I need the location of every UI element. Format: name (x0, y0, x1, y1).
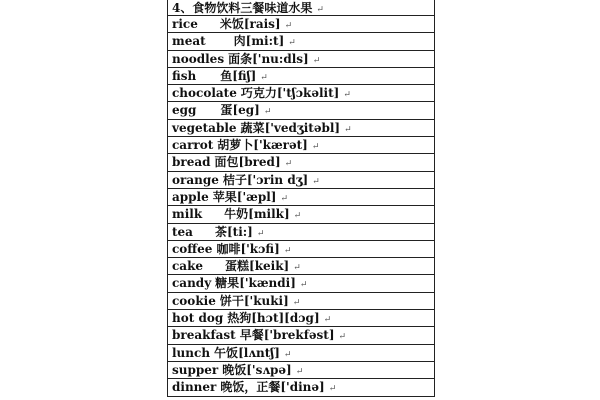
paragraph-mark-icon: ↵ (283, 245, 292, 256)
english-word: noodles (172, 51, 225, 66)
chinese-meaning: 蛋糕 (225, 259, 250, 274)
chinese-meaning: 米饭 (219, 17, 244, 31)
paragraph-mark-icon: ↵ (293, 263, 301, 274)
phonetic-transcription: ['dinə] (280, 380, 325, 395)
english-word: chocolate (172, 86, 237, 101)
english-word: rice (172, 17, 198, 31)
chinese-meaning: 饼干 (219, 293, 244, 308)
paragraph-mark-icon: ↵ (323, 315, 332, 326)
paragraph-mark-icon: ↵ (312, 55, 321, 66)
phonetic-transcription: ['nu:dls] (252, 51, 309, 66)
chinese-meaning: 肉 (233, 34, 246, 49)
section-title: 4、食物饮料三餐味道水果 (172, 1, 313, 15)
english-word: dinner (172, 380, 217, 395)
phonetic-transcription: ['brekfəst] (263, 328, 335, 343)
english-word: vegetable (172, 120, 237, 135)
chinese-meaning: 晚饭，正餐 (220, 380, 281, 395)
paragraph-mark-icon: ↵ (344, 124, 352, 135)
paragraph-mark-icon: ↵ (260, 72, 268, 83)
phonetic-transcription: ['kɔfi] (240, 241, 280, 256)
table-row (168, 379, 434, 396)
english-word: coffee (172, 241, 213, 256)
chinese-meaning: 巧克力 (240, 86, 277, 101)
chinese-meaning: 茶 (214, 224, 227, 239)
phonetic-transcription: ['æpl] (236, 189, 277, 204)
english-word: fish (172, 68, 197, 83)
chinese-meaning: 糖果 (215, 276, 240, 291)
english-word: tea (172, 224, 193, 239)
paragraph-mark-icon: ↵ (312, 176, 320, 187)
english-word: milk (172, 207, 203, 222)
table-row (168, 120, 434, 137)
chinese-meaning: 咖啡 (216, 241, 241, 256)
phonetic-transcription: [mi:t] (245, 34, 285, 49)
phonetic-transcription: ['kærət] (253, 138, 308, 153)
table-row (168, 16, 434, 33)
paragraph-mark-icon: ↵ (316, 5, 324, 15)
english-word: lunch (172, 345, 211, 360)
table-row (168, 258, 434, 275)
table-row (168, 102, 434, 119)
table-row (168, 51, 434, 68)
english-word: cookie (172, 293, 216, 308)
chinese-meaning: 晚饭 (222, 362, 247, 377)
english-word: carrot (172, 138, 214, 153)
chinese-meaning: 热狗 (227, 311, 252, 326)
chinese-meaning: 午饭 (214, 345, 239, 360)
table-row (168, 224, 434, 241)
chinese-meaning: 面包 (214, 155, 239, 170)
table-row (168, 362, 434, 379)
paragraph-mark-icon: ↵ (283, 349, 292, 360)
english-word: meat (172, 34, 206, 49)
table-row (168, 172, 434, 189)
phonetic-transcription: ['kændi] (239, 276, 296, 291)
phonetic-transcription: [eg] (232, 103, 260, 118)
table-row (168, 189, 434, 206)
phonetic-transcription: [rais] (243, 17, 281, 31)
phonetic-transcription: ['tʃɔkəlit] (276, 86, 340, 101)
paragraph-mark-icon: ↵ (284, 21, 293, 31)
table-row (168, 137, 434, 154)
paragraph-mark-icon: ↵ (288, 38, 296, 49)
phonetic-transcription: ['kuki] (243, 293, 289, 308)
chinese-meaning: 桔子 (222, 172, 247, 187)
phonetic-transcription: [bred] (238, 155, 281, 170)
english-word: apple (172, 189, 209, 204)
english-word: bread (172, 155, 211, 170)
paragraph-mark-icon: ↵ (295, 366, 304, 377)
table-row (168, 293, 434, 310)
table-row (168, 345, 434, 362)
table-row (168, 85, 434, 102)
paragraph-mark-icon: ↵ (292, 297, 301, 308)
table-row (168, 154, 434, 171)
table-row (168, 33, 434, 50)
paragraph-mark-icon: ↵ (311, 142, 320, 153)
chinese-meaning: 鱼 (220, 68, 233, 83)
table-row (168, 275, 434, 292)
paragraph-mark-icon: ↵ (284, 159, 293, 170)
chinese-meaning: 胡萝卜 (217, 138, 254, 153)
phonetic-transcription: [milk] (248, 207, 290, 222)
english-word: orange (172, 172, 219, 187)
table-row (168, 68, 434, 85)
phonetic-transcription: ['ɔrin dʒ] (246, 172, 309, 187)
table-row (168, 241, 434, 258)
paragraph-mark-icon: ↵ (280, 193, 288, 204)
table-row (168, 206, 434, 223)
chinese-meaning: 面条 (228, 51, 253, 66)
phonetic-transcription: ['vedʒitəbl] (264, 120, 341, 135)
table-header-row (168, 0, 434, 16)
paragraph-mark-icon: ↵ (343, 90, 351, 101)
english-word: candy (172, 276, 212, 291)
chinese-meaning: 苹果 (212, 189, 237, 204)
chinese-meaning: 蛋 (220, 103, 233, 118)
english-word: egg (172, 103, 197, 118)
paragraph-mark-icon: ↵ (263, 107, 272, 118)
phonetic-transcription: [fiʃ] (232, 68, 257, 83)
phonetic-transcription: [hɔt][dɔg] (251, 311, 320, 326)
english-word: supper (172, 362, 219, 377)
paragraph-mark-icon: ↵ (299, 280, 308, 291)
paragraph-mark-icon: ↵ (338, 332, 347, 343)
phonetic-transcription: ['sʌpə] (246, 362, 292, 377)
table-row (168, 327, 434, 344)
phonetic-transcription: [keik] (249, 259, 290, 274)
chinese-meaning: 牛奶 (224, 207, 249, 222)
table-row (168, 310, 434, 327)
paragraph-mark-icon: ↵ (293, 211, 302, 222)
english-word: cake (172, 259, 204, 274)
phonetic-transcription: [lʌntʃ] (238, 345, 280, 360)
paragraph-mark-icon: ↵ (256, 228, 265, 239)
phonetic-transcription: [ti:] (226, 224, 253, 239)
chinese-meaning: 早餐 (239, 328, 264, 343)
english-word: breakfast (172, 328, 236, 343)
paragraph-mark-icon: ↵ (328, 384, 337, 395)
english-word: hot dog (172, 311, 224, 326)
vocabulary-table (167, 0, 435, 397)
chinese-meaning: 蔬菜 (240, 120, 265, 135)
